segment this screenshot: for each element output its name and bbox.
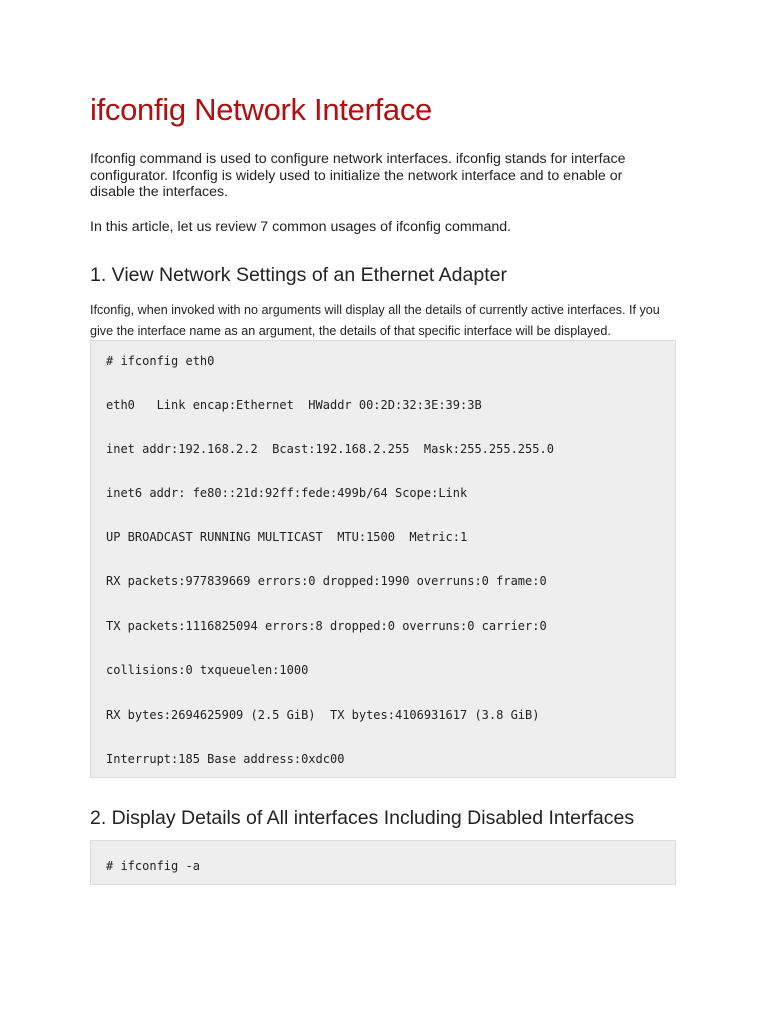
code-block-ifconfig-a [90,840,676,885]
code-line: collisions:0 txqueuelen:1000 [106,663,309,677]
code-line: inet6 addr: fe80::21d:92ff:fede:499b/64 Scope:Link [106,486,468,500]
intro-paragraph: Ifconfig command is used to configure network interfaces. ifconfig stands for interface configurator. Ifconfig is widely used to initialize the network interface and to enable or disable the interfaces. [90,151,626,200]
code-line: inet addr:192.168.2.2 Bcast:192.168.2.255 Mask:255.255.255.0 [106,442,554,456]
section-2-heading: 2. Display Details of All interfaces Including Disabled Interfaces [90,807,635,829]
code-line: # ifconfig -a [106,859,200,873]
code-line: TX packets:1116825094 errors:8 dropped:0 overruns:0 carrier:0 [106,619,547,633]
page-title: ifconfig Network Interface [90,92,432,127]
code-line: RX bytes:2694625909 (2.5 GiB) TX bytes:4106931617 (3.8 GiB) [106,708,540,722]
code-line: # ifconfig eth0 [106,354,215,368]
code-line: RX packets:977839669 errors:0 dropped:1990 overruns:0 frame:0 [106,574,547,588]
code-line: eth0 Link encap:Ethernet HWaddr 00:2D:32:3E:39:3B [106,398,482,412]
section-1-heading: 1. View Network Settings of an Ethernet Adapter [90,264,507,286]
code-block-ifconfig-eth0 [90,340,676,778]
code-line: UP BROADCAST RUNNING MULTICAST MTU:1500 Metric:1 [106,530,468,544]
code-line: Interrupt:185 Base address:0xdc00 [106,752,345,766]
summary-paragraph: In this article, let us review 7 common usages of ifconfig command. [90,219,512,235]
section-1-description: Ifconfig, when invoked with no arguments will display all the details of currently active interfaces. If you give the interface name as an argument, the details of that specific interface will be displayed. [90,303,660,338]
